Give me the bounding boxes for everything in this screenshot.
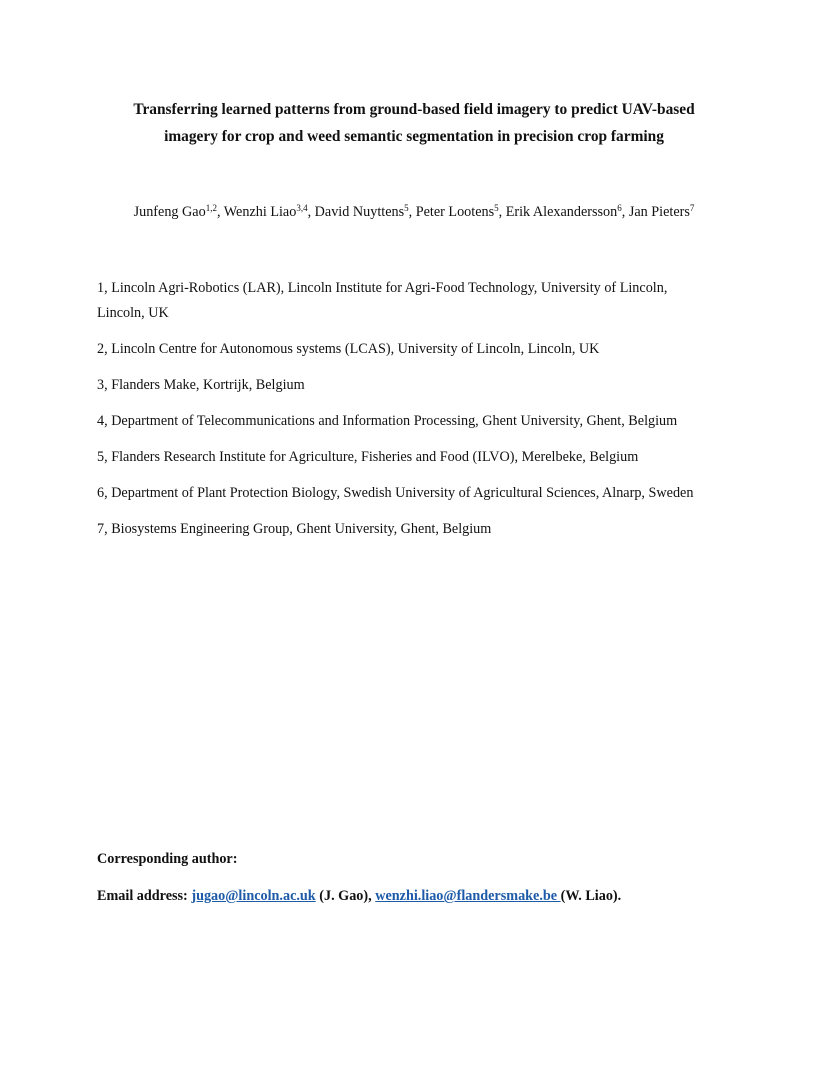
- author-affiliation-sup: 6: [617, 203, 622, 213]
- affiliation-item: 5, Flanders Research Institute for Agriculture, Fisheries and Food (ILVO), Merelbeke, Belgium: [97, 449, 639, 465]
- author-separator: ,: [307, 204, 315, 220]
- affiliation-item: 2, Lincoln Centre for Autonomous systems (LCAS), University of Lincoln, Lincoln, UK: [97, 341, 600, 357]
- affiliation-item: 6, Department of Plant Protection Biology, Swedish University of Agricultural Sciences, Alnarp, Sweden: [97, 485, 694, 501]
- author-affiliation-sup: 7: [689, 203, 695, 213]
- affiliation-item: 3, Flanders Make, Kortrijk, Belgium: [97, 377, 305, 393]
- author-name: David Nuyttens: [314, 204, 405, 220]
- author-separator: ,: [498, 204, 506, 220]
- email-address-line: [97, 886, 621, 906]
- affiliation-item: 7, Biosystems Engineering Group, Ghent University, Ghent, Belgium: [97, 521, 492, 537]
- author-name: Wenzhi Liao: [223, 204, 297, 220]
- title-line-2: imagery for crop and weed semantic segmentation in precision crop farming: [164, 128, 664, 145]
- author-separator: ,: [216, 204, 224, 220]
- affiliation-list: [97, 276, 737, 553]
- corresponding-author-label: Corresponding author:: [97, 851, 238, 867]
- author-separator: ,: [408, 204, 416, 220]
- author-name: Jan Pieters: [628, 204, 690, 220]
- author-name: Erik Alexandersson: [505, 204, 618, 220]
- author-affiliation-sup: 5: [404, 203, 409, 213]
- email-owner-liao: (W. Liao).: [560, 888, 622, 904]
- author-separator: ,: [621, 204, 629, 220]
- email-owner-gao: (J. Gao),: [315, 888, 376, 904]
- email-link-gao[interactable]: jugao@lincoln.ac.uk: [191, 888, 316, 904]
- affiliation-item: 1, Lincoln Agri-Robotics (LAR), Lincoln Institute for Agri-Food Technology, University of Lincoln, Lincoln, UK: [97, 280, 668, 321]
- affiliation-item: 4, Department of Telecommunications and Information Processing, Ghent University, Ghent, Belgium: [97, 413, 678, 429]
- author-affiliation-sup: 5: [494, 203, 499, 213]
- author-list: [40, 202, 788, 222]
- email-link-liao[interactable]: wenzhi.liao@flandersmake.be: [375, 888, 561, 904]
- author-affiliation-sup: 1,2: [205, 203, 217, 213]
- author-affiliation-sup: 3,4: [296, 203, 308, 213]
- paper-title: [60, 96, 768, 150]
- title-line-1: Transferring learned patterns from ground-based field imagery to predict UAV-based: [133, 101, 695, 118]
- author-name: Junfeng Gao: [133, 204, 206, 220]
- author-name: Peter Lootens: [415, 204, 495, 220]
- email-label: Email address:: [97, 888, 192, 904]
